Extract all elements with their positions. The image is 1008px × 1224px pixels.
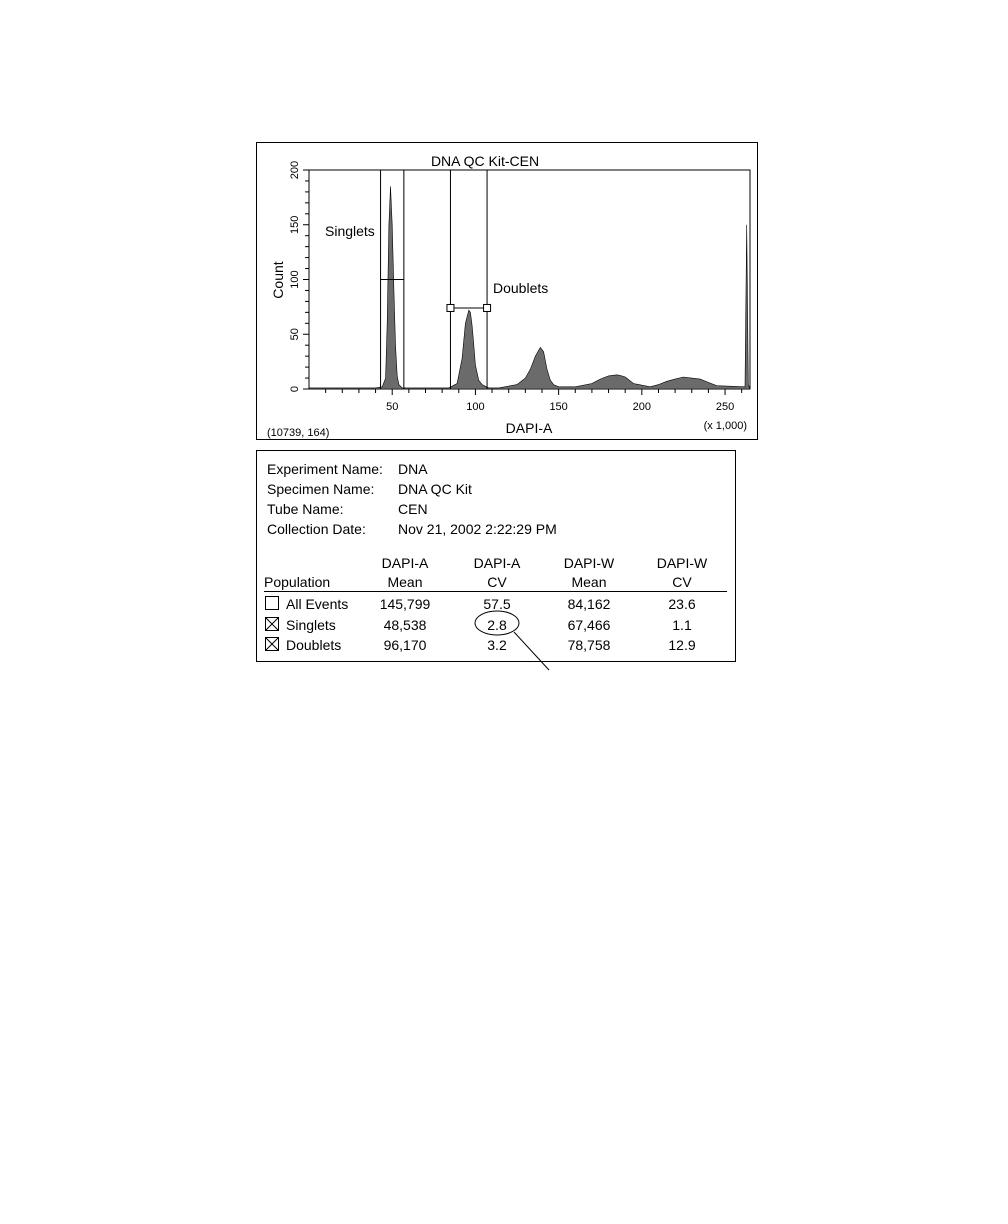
singlets-checkbox[interactable] [265,617,279,631]
x-tick-label: 50 [386,401,399,413]
x-axis-multiplier: (x 1,000) [703,420,747,432]
column-header-dapi-w-mean-line2: Mean [571,574,607,590]
column-header-dapi-w-cv-line2: CV [672,574,692,590]
column-header-dapi-a-mean-line1: DAPI-A [381,555,429,571]
dapi-w-cv-value: 23.6 [668,596,696,612]
histogram-chart [257,143,757,439]
dapi-a-mean-value: 48,538 [383,617,427,633]
y-axis-label: Count [270,261,286,299]
checkbox-x-mark-icon [266,618,278,630]
doublets-gate-label: Doublets [493,280,549,296]
column-header-dapi-a-mean-line2: Mean [387,574,423,590]
x-tick-label: 200 [632,401,652,413]
collection-date-value: Nov 21, 2002 2:22:29 PM [398,521,557,537]
checkbox-x-mark-icon [266,638,278,650]
specimen-name-label: Specimen Name: [267,481,375,497]
doublets-gate-handle-left [447,304,454,311]
dapi-a-cv-value: 2.8 [487,617,507,633]
tube-name-value: CEN [398,501,428,517]
table-header-divider [264,591,727,592]
population-name: Doublets [286,637,342,653]
x-tick-label: 100 [466,401,485,413]
y-tick-label: 200 [289,160,301,180]
y-tick-label: 50 [289,328,301,341]
y-tick-label: 100 [289,270,301,289]
all-events-checkbox[interactable] [265,596,279,610]
x-tick-label: 250 [715,401,735,413]
collection-date-label: Collection Date: [267,521,366,537]
dapi-w-cv-value: 1.1 [672,617,692,633]
tube-name-label: Tube Name: [267,501,344,517]
specimen-name-value: DNA QC Kit [398,481,472,497]
y-tick-label: 150 [289,215,301,234]
doublets-checkbox[interactable] [265,637,279,651]
x-tick-label: 150 [549,401,568,413]
experiment-name-value: DNA [398,461,428,477]
statistics-panel [256,450,736,662]
dapi-w-mean-value: 84,162 [567,596,611,612]
x-axis-label: DAPI-A [505,420,553,436]
column-header-dapi-w-mean-line1: DAPI-W [563,555,615,571]
cursor-readout: (10739, 164) [267,427,330,439]
dapi-w-mean-value: 78,758 [567,637,611,653]
column-header-dapi-a-cv-line2: CV [487,574,507,590]
singlets-gate-label: Singlets [325,223,375,239]
dapi-a-mean-value: 96,170 [383,637,427,653]
population-name: Singlets [286,617,336,633]
dapi-a-mean-value: 145,799 [379,596,431,612]
population-header: Population [264,574,331,590]
dapi-w-cv-value: 12.9 [668,637,696,653]
histogram-panel [256,142,758,440]
y-tick-label: 0 [289,385,301,393]
column-header-dapi-a-cv-line1: DAPI-A [473,555,521,571]
population-name: All Events [286,596,349,612]
chart-title: DNA QC Kit-CEN [430,153,540,169]
doublets-gate-handle-right [484,304,491,311]
experiment-name-label: Experiment Name: [267,461,383,477]
dapi-a-cv-value: 3.2 [487,637,507,653]
column-header-dapi-w-cv-line1: DAPI-W [656,555,708,571]
dapi-a-cv-value: 57.5 [483,596,511,612]
dapi-w-mean-value: 67,466 [567,617,611,633]
